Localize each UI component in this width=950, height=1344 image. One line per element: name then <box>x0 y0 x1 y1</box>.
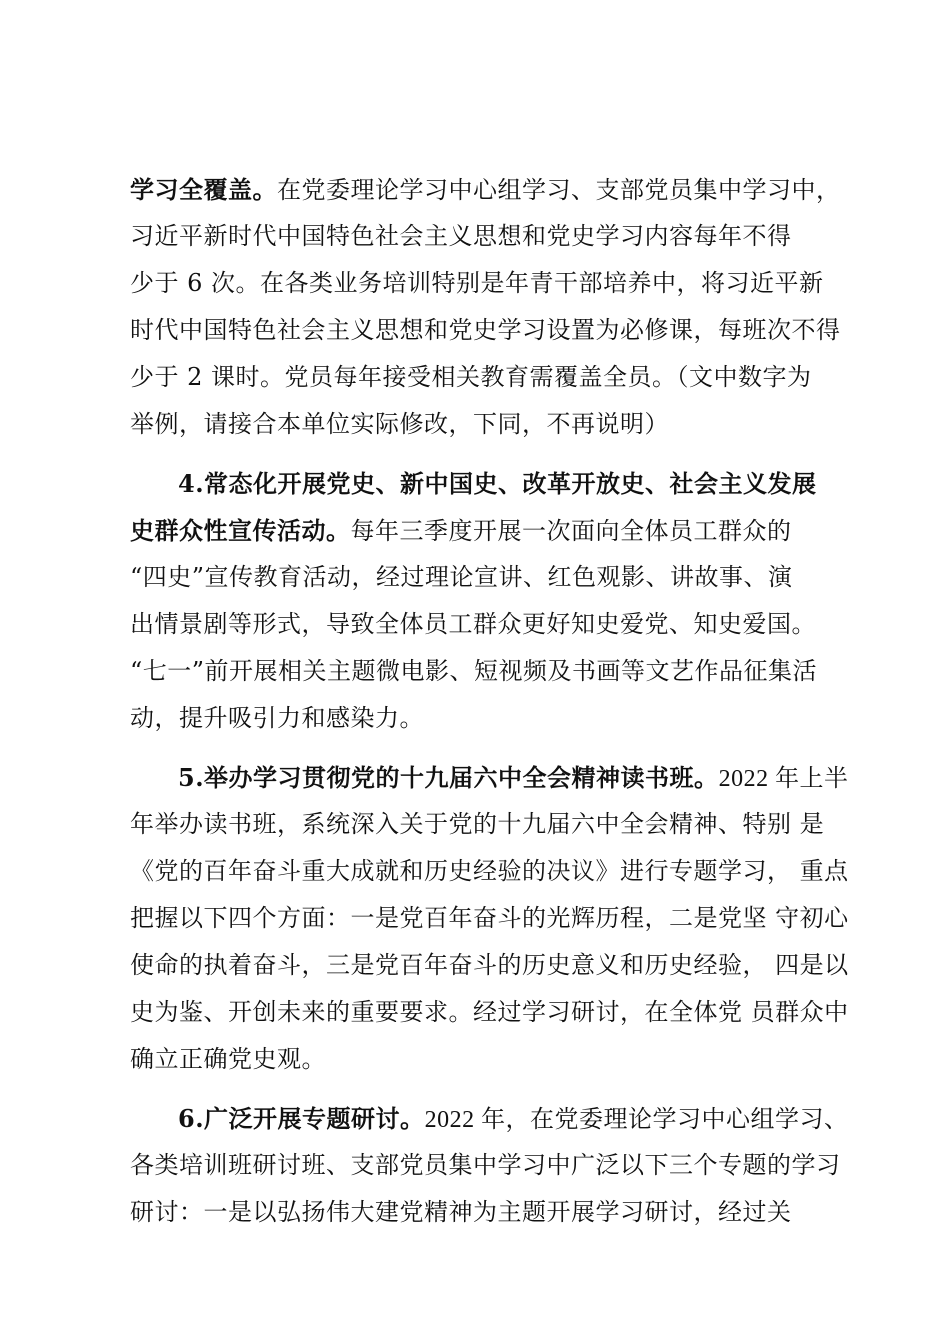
bold-heading: 学习全覆盖。 <box>130 175 277 204</box>
line-text: 每年三季度开展一次面向全体员工群众的 <box>350 517 792 545</box>
text-line: 确立正确党史观。 <box>130 1045 326 1073</box>
section-heading: 4.常态化开展党史、新中国史、改革开放史、社会主义发展 <box>178 469 817 498</box>
text-line: 习近平新时代中国特色社会主义思想和党史学习内容每年不得 <box>130 222 792 250</box>
paragraph-study-coverage <box>130 166 860 448</box>
text-line <box>130 166 860 213</box>
line-text: 2022 年，在党委理论学习中心组学习、 <box>424 1107 849 1133</box>
text-line <box>130 754 860 801</box>
text-line <box>130 1095 860 1142</box>
paragraph-reading-class <box>130 754 860 1083</box>
bold-heading: 5.举办学习贯彻党的十九届六中全会精神读书班。 <box>178 763 719 792</box>
bold-heading: 史群众性宣传活动。 <box>130 516 351 545</box>
text-line <box>130 507 860 554</box>
text-line: 把握以下四个方面：一是党百年奋斗的光辉历程，二是党坚 守初心 <box>130 904 849 932</box>
text-line: 动，提升吸引力和感染力。 <box>130 704 424 732</box>
paragraph-special-seminar <box>130 1095 860 1236</box>
text-line: 史为鉴、开创未来的重要要求。经过学习研讨，在全体党 员群众中 <box>130 998 849 1026</box>
document-body <box>130 166 860 1236</box>
text-line: 《党的百年奋斗重大成就和历史经验的决议》进行专题学习， 重点 <box>130 857 849 885</box>
text-line: 少于 2 课时。党员每年接受相关教育需覆盖全员。（文中数字为 <box>130 363 812 391</box>
text-line: 使命的执着奋斗，三是党百年奋斗的历史意义和历史经验， 四是以 <box>130 951 849 979</box>
text-line: “七一”前开展相关主题微电影、短视频及书画等文艺作品征集活 <box>130 657 818 685</box>
text-line: 各类培训班研讨班、支部党员集中学习中广泛以下三个专题的学习 <box>130 1151 841 1179</box>
text-line: “四史”宣传教育活动，经过理论宣讲、红色观影、讲故事、演 <box>130 563 793 591</box>
text-line: 时代中国特色社会主义思想和党史学习设置为必修课，每班次不得 <box>130 316 841 344</box>
text-line: 举例，请接合本单位实际修改，下同，不再说明） <box>130 410 669 438</box>
line-text: 2022 年上半 <box>718 766 849 792</box>
text-line: 研讨：一是以弘扬伟大建党精神为主题开展学习研讨，经过关 <box>130 1198 792 1226</box>
line-text: 在党委理论学习中心组学习、支部党员集中学习中， <box>277 176 841 204</box>
text-line: 少于 6 次。在各类业务培训特别是年青干部培养中，将习近平新 <box>130 269 824 297</box>
text-line: 年举办读书班，系统深入关于党的十九届六中全会精神、特别 是 <box>130 810 825 838</box>
paragraph-four-histories <box>130 460 860 742</box>
bold-heading: 6.广泛开展专题研讨。 <box>178 1104 425 1133</box>
text-line: 出情景剧等形式，导致全体员工群众更好知史爱党、知史爱国。 <box>130 610 816 638</box>
